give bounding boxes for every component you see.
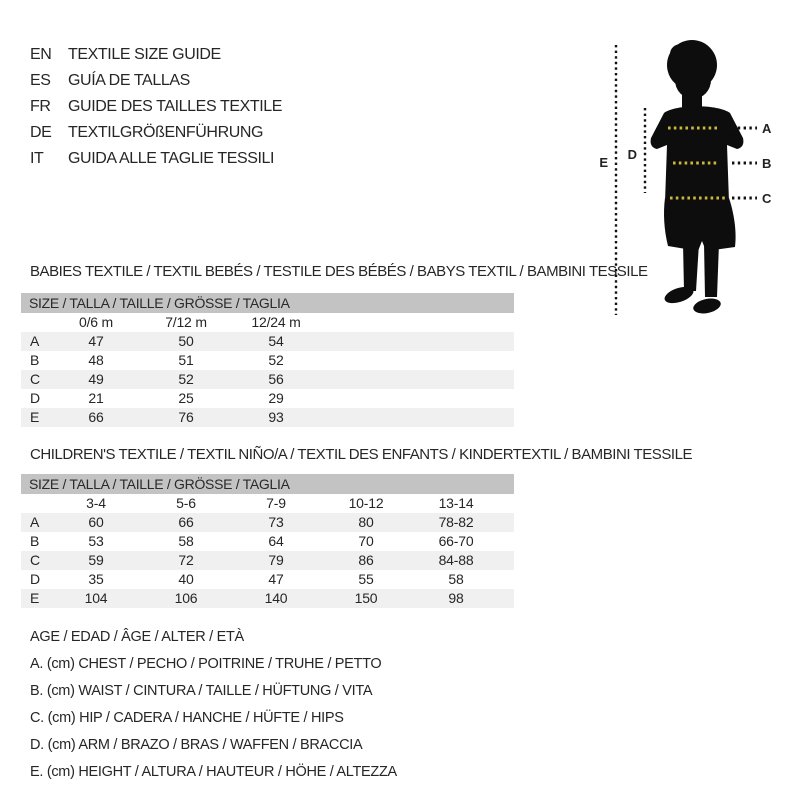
table-row [21,532,514,551]
cell: 55 [358,571,374,587]
child-silhouette-measurement-figure [580,25,800,335]
cell: 84-88 [438,552,474,568]
children-column-header: 7-9 [266,495,286,511]
cell: 80 [358,514,374,530]
language-row [30,146,282,172]
table-row [21,351,514,370]
babies-column-header: 12/24 m [251,314,301,330]
table-row [21,332,514,351]
row-label: D [30,390,40,406]
cell: 53 [88,533,104,549]
legend-item: E. (cm) HEIGHT / ALTURA / HAUTEUR / HÖHE / ALTEZZA [30,764,397,780]
cell: 52 [178,371,194,387]
language-code: FR [30,98,51,115]
cell: 54 [268,333,284,349]
cell: 35 [88,571,104,587]
cell: 93 [268,409,284,425]
language-title: GUIDE DES TAILLES TEXTILE [68,98,283,115]
cell: 52 [268,352,284,368]
children-column-header: 3-4 [86,495,106,511]
cell: 48 [88,352,104,368]
children-column-header: 5-6 [176,495,196,511]
legend-item: D. (cm) ARM / BRAZO / BRAS / WAFFEN / BRACCIA [30,737,363,753]
language-code: EN [30,46,52,63]
cell: 47 [268,571,284,587]
measure-label-d: D [627,147,637,162]
cell: 140 [264,590,288,606]
table-row [21,408,514,427]
legend-item: A. (cm) CHEST / PECHO / POITRINE / TRUHE / PETTO [30,656,382,672]
language-code: ES [30,72,51,89]
row-label: C [30,371,40,387]
cell: 79 [268,552,284,568]
table-row [21,370,514,389]
cell: 66 [178,514,194,530]
language-code: IT [30,150,44,167]
table-row [21,513,514,532]
cell: 98 [448,590,464,606]
babies-size-header-bar: SIZE / TALLA / TAILLE / GRÖSSE / TAGLIA [21,293,514,313]
children-size-header-bar: SIZE / TALLA / TAILLE / GRÖSSE / TAGLIA [21,474,514,494]
measure-label-a: A [762,121,772,136]
row-label: D [30,571,40,587]
children-column-header-row [21,494,514,513]
measure-label-e: E [599,155,608,170]
children-section-heading: CHILDREN'S TEXTILE / TEXTIL NIÑO/A / TEXTIL DES ENFANTS / KINDERTEXTIL / BAMBINI TESSILE [30,446,693,463]
cell: 29 [268,390,284,406]
cell: 72 [178,552,194,568]
language-code: DE [30,124,52,141]
babies-column-header: 7/12 m [165,314,207,330]
table-row [21,389,514,408]
row-label: B [30,533,40,549]
babies-section-heading: BABIES TEXTILE / TEXTIL BEBÉS / TESTILE DES BÉBÉS / BABYS TEXTIL / BAMBINI TESSILE [30,263,648,280]
empty-cell [21,494,51,513]
babies-size-table [21,293,514,427]
legend-item: B. (cm) WAIST / CINTURA / TAILLE / HÜFTUNG / VITA [30,683,373,699]
table-row [21,551,514,570]
cell: 21 [88,390,104,406]
language-title: GUÍA DE TALLAS [68,72,190,89]
table-row [21,589,514,608]
cell: 56 [268,371,284,387]
language-row [30,42,282,68]
measure-label-b: B [762,156,772,171]
cell: 40 [178,571,194,587]
language-title: TEXTILE SIZE GUIDE [68,46,221,63]
children-column-header: 10-12 [348,495,384,511]
cell: 50 [178,333,194,349]
cell: 25 [178,390,194,406]
cell: 66-70 [438,533,474,549]
cell: 73 [268,514,284,530]
cell: 106 [174,590,198,606]
children-size-table [21,474,514,608]
language-row [30,120,282,146]
children-column-header: 13-14 [438,495,474,511]
row-label: C [30,552,40,568]
row-label: B [30,352,40,368]
empty-cell [21,313,51,332]
cell: 104 [84,590,108,606]
cell: 51 [178,352,194,368]
measurement-legend [30,624,397,786]
language-title: GUIDA ALLE TAGLIE TESSILI [68,150,275,167]
language-title-list [30,42,282,172]
cell: 76 [178,409,194,425]
row-label: A [30,514,40,530]
cell: 86 [358,552,374,568]
row-label: A [30,333,40,349]
cell: 66 [88,409,104,425]
cell: 58 [448,571,464,587]
language-row [30,68,282,94]
table-row [21,570,514,589]
language-row [30,94,282,120]
cell: 78-82 [438,514,474,530]
row-label: E [30,590,40,606]
cell: 47 [88,333,104,349]
cell: 49 [88,371,104,387]
cell: 64 [268,533,284,549]
row-label: E [30,409,40,425]
legend-item: C. (cm) HIP / CADERA / HANCHE / HÜFTE / HIPS [30,710,344,726]
cell: 59 [88,552,104,568]
legend-age-line: AGE / EDAD / ÂGE / ALTER / ETÀ [30,629,244,645]
cell: 70 [358,533,374,549]
cell: 58 [178,533,194,549]
cell: 150 [354,590,378,606]
language-title: TEXTILGRÖßENFÜHRUNG [68,124,264,141]
babies-column-header: 0/6 m [78,314,113,330]
measure-label-c: C [762,191,772,206]
cell: 60 [88,514,104,530]
child-silhouette [651,40,744,316]
babies-column-header-row [21,313,514,332]
